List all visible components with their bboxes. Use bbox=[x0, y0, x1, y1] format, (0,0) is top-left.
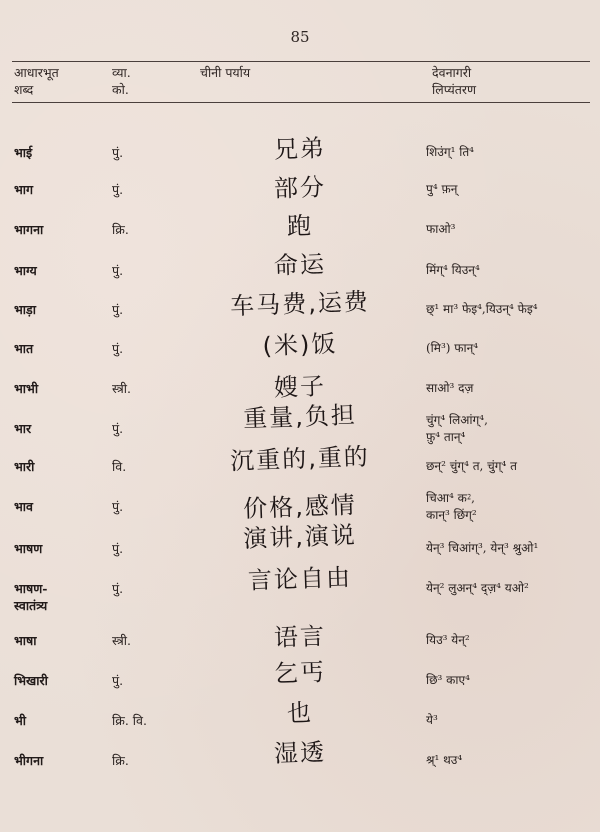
entry-grammar: पुं. bbox=[112, 302, 124, 317]
entry-word: भाग्य bbox=[14, 263, 37, 278]
entry-transliteration: येन्² लुअन्⁴ द्ज़⁴ यओ² bbox=[426, 581, 529, 595]
entry-word: भी bbox=[14, 713, 27, 728]
header-top-rule bbox=[12, 61, 590, 62]
entry-transliteration: चुंग्⁴ लिआंग्⁴, फ़ु⁴ तान्⁴ bbox=[426, 413, 488, 444]
entry-word: भाग bbox=[14, 182, 34, 197]
entry-grammar: पुं. bbox=[112, 182, 124, 197]
entry-transliteration: शिउंग्¹ ति⁴ bbox=[426, 145, 474, 159]
entry-word: भार bbox=[14, 421, 32, 436]
entry-chinese: 价格,感情 bbox=[242, 491, 358, 523]
entry-chinese: 部分 bbox=[273, 173, 327, 203]
entry-grammar: स्त्री. bbox=[112, 633, 131, 648]
entry-grammar: स्त्री. bbox=[112, 381, 131, 396]
entry-chinese: 车马费,运费 bbox=[229, 287, 371, 321]
entry-grammar: पुं. bbox=[112, 263, 124, 278]
entry-grammar: पुं. bbox=[112, 581, 124, 596]
entry-chinese: 也 bbox=[286, 698, 314, 728]
header-chinese-equivalent: चीनी पर्याय bbox=[200, 65, 251, 80]
entry-chinese: 语言 bbox=[273, 622, 327, 652]
entry-chinese: 嫂子 bbox=[273, 372, 327, 402]
entry-word: भाई bbox=[14, 145, 33, 160]
entry-grammar: वि. bbox=[112, 459, 127, 474]
entry-transliteration: मिंग्⁴ यिउन्⁴ bbox=[426, 263, 480, 277]
entry-transliteration: येन्³ चिआंग्³, येन्³ श्रुओ¹ bbox=[426, 541, 539, 555]
entry-grammar: पुं. bbox=[112, 421, 124, 436]
entry-chinese: 跑 bbox=[286, 211, 314, 241]
entry-grammar: पुं. bbox=[112, 673, 124, 688]
entry-word: भाभी bbox=[14, 381, 39, 396]
entry-word: भीगना bbox=[14, 753, 44, 768]
entry-transliteration: श्र्¹ थउ⁴ bbox=[426, 753, 463, 767]
entry-transliteration: छ्¹ मा³ फेइ⁴,यिउन्⁴ फेइ⁴ bbox=[426, 302, 538, 316]
entry-grammar: क्रि. bbox=[112, 753, 129, 768]
header-bottom-rule bbox=[12, 102, 590, 103]
entry-word: भाव bbox=[14, 499, 33, 514]
entry-transliteration: यिउ³ येन्² bbox=[426, 633, 470, 647]
entry-grammar: क्रि. bbox=[112, 222, 129, 237]
entry-chinese: 命运 bbox=[273, 250, 327, 280]
entry-chinese: 演讲,演说 bbox=[242, 521, 358, 553]
entry-chinese: 言论自由 bbox=[247, 563, 353, 595]
entry-grammar: पुं. bbox=[112, 541, 124, 556]
entry-transliteration: (मि³) फान्⁴ bbox=[426, 341, 479, 355]
entry-word: भागना bbox=[14, 222, 44, 237]
header-devanagari-transliteration: देवनागरी लिप्यंतरण bbox=[432, 65, 477, 97]
entry-word: भिखारी bbox=[14, 673, 48, 688]
entry-word: भाषा bbox=[14, 633, 37, 648]
entry-transliteration: फाओ³ bbox=[426, 222, 456, 236]
entry-word: भाषण- स्वातंत्र्य bbox=[14, 581, 48, 613]
entry-word: भाड़ा bbox=[14, 302, 36, 317]
entry-transliteration: चिआ⁴ क⁲, कान्³ छिंग्² bbox=[426, 491, 477, 522]
entry-chinese: 兄弟 bbox=[273, 134, 327, 164]
entry-grammar: पुं. bbox=[112, 341, 124, 356]
entry-chinese: 乞丐 bbox=[273, 658, 327, 688]
entry-word: भारी bbox=[14, 459, 35, 474]
header-grammar: व्या. को. bbox=[112, 65, 131, 97]
entry-chinese: 重量,负担 bbox=[242, 401, 358, 433]
entry-transliteration: ये³ bbox=[426, 713, 438, 727]
entry-grammar: पुं. bbox=[112, 145, 124, 160]
entry-word: भात bbox=[14, 341, 34, 356]
entry-word: भाषण bbox=[14, 541, 43, 556]
entry-chinese: 湿透 bbox=[273, 738, 327, 768]
entry-chinese: (米)饭 bbox=[262, 329, 338, 361]
header-base-word: आधारभूत शब्द bbox=[14, 65, 59, 97]
entry-grammar: पुं. bbox=[112, 499, 124, 514]
entry-transliteration: छन्² चुंग्⁴ त, चुंग्⁴ त bbox=[426, 459, 518, 473]
entry-transliteration: पु⁴ फ़न् bbox=[426, 182, 458, 196]
entry-grammar: क्रि. वि. bbox=[112, 713, 147, 728]
entry-transliteration: साओ³ दज़ bbox=[426, 381, 474, 395]
entry-chinese: 沉重的,重的 bbox=[229, 442, 371, 476]
entry-transliteration: छि³ काए⁴ bbox=[426, 673, 470, 687]
page-number: 85 bbox=[290, 28, 310, 46]
